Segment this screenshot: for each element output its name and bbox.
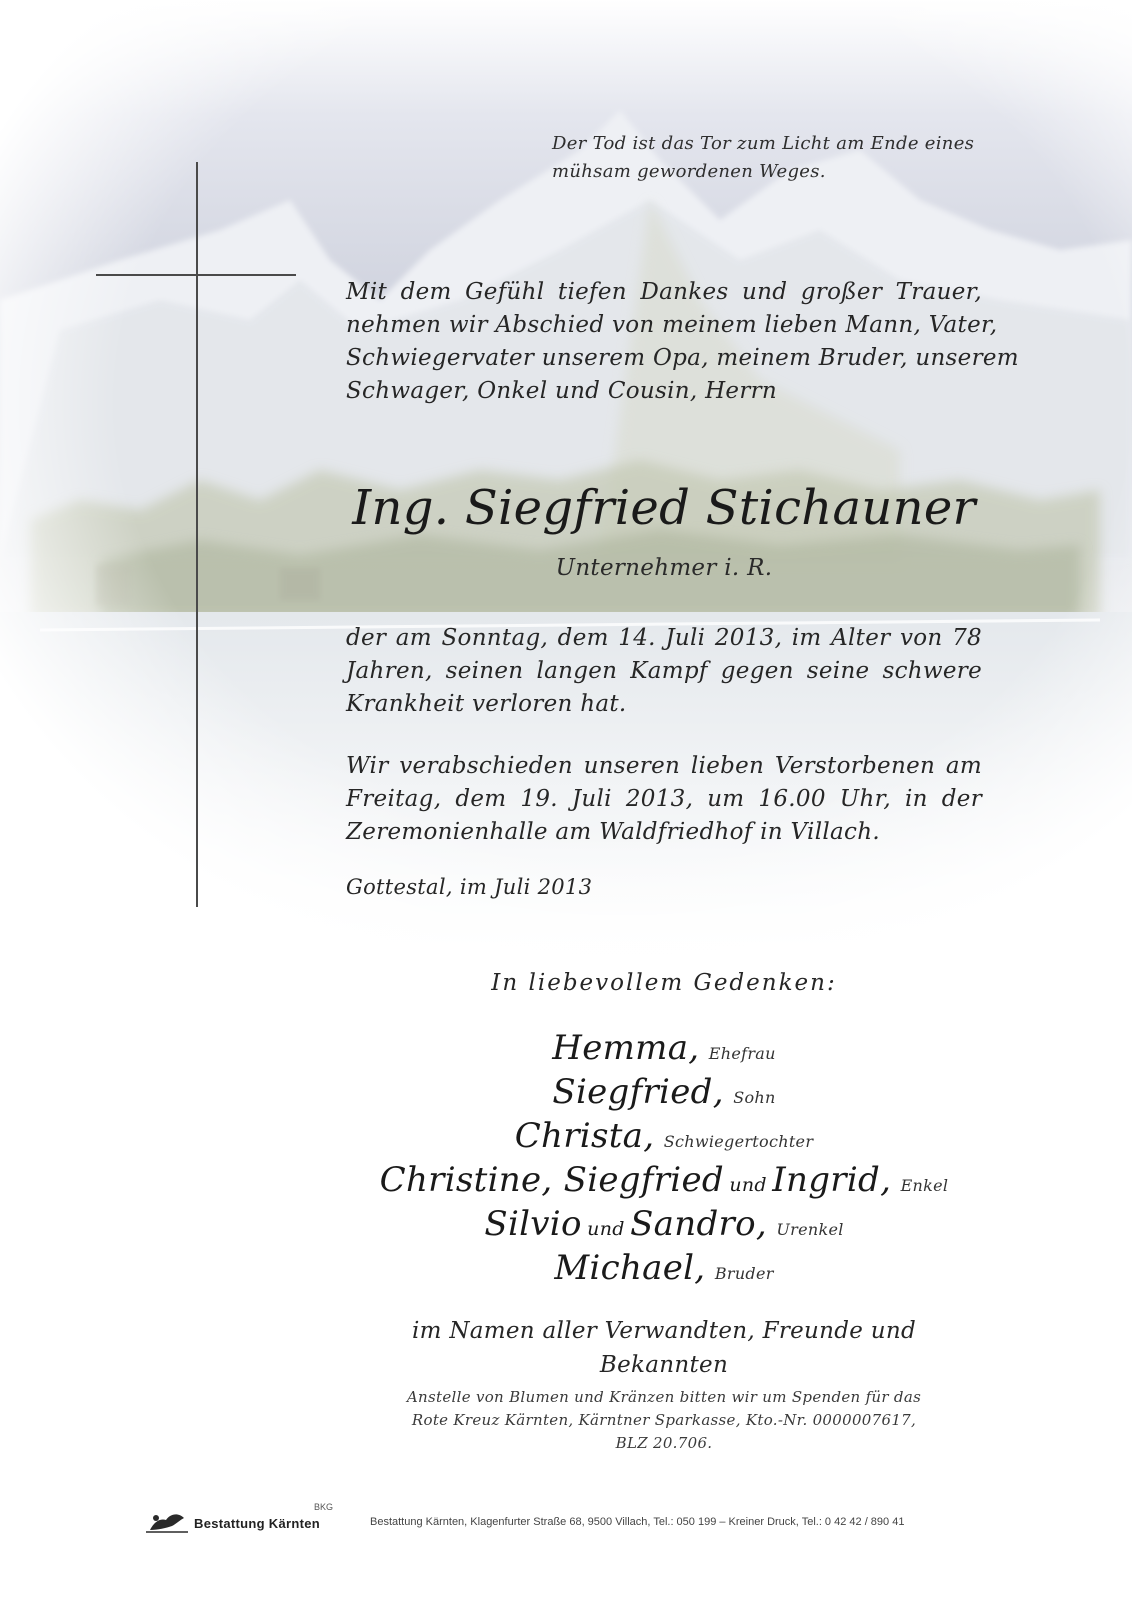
- intro-line: Schwager, Onkel und Cousin, Herrn: [346, 378, 778, 404]
- mourner-relation: Enkel: [900, 1176, 949, 1195]
- funeral-line: Wir verabschieden unseren lieben Verstorbenen am: [346, 753, 982, 779]
- death-line: Krankheit verloren hat.: [346, 691, 627, 717]
- mourner-conjunction: und: [729, 1174, 767, 1196]
- deceased-profession: Unternehmer i. R.: [555, 555, 773, 581]
- cross-horizontal-beam: [96, 274, 296, 276]
- mourner-name: Christine, Siegfried: [379, 1160, 724, 1200]
- mourner-list: [346, 1026, 982, 1290]
- donation-line: Anstelle von Blumen und Kränzen bitten wir um Spenden für das: [406, 1388, 922, 1406]
- death-line: Jahren, seinen langen Kampf gegen seine schwere: [346, 658, 982, 684]
- footer: [138, 1500, 1098, 1540]
- mourner-name: Sandro,: [630, 1204, 767, 1244]
- funeral-line: Freitag, dem 19. Juli 2013, um 16.00 Uhr, in der: [346, 786, 982, 812]
- motto-line: mühsam gewordenen Weges.: [552, 161, 826, 182]
- mourner-entry: [346, 1158, 982, 1202]
- mourner-entry: [346, 1202, 982, 1246]
- mourner-name: Christa,: [514, 1116, 655, 1156]
- mourner-name: Ingrid,: [772, 1160, 892, 1200]
- mourner-relation: Ehefrau: [708, 1044, 776, 1063]
- mourner-entry: [346, 1070, 982, 1114]
- footer-contact-info: Bestattung Kärnten, Klagenfurter Straße 68, 9500 Villach, Tel.: 050 199 – Kreiner Druck, Tel.: 0 42 42 / 890 41: [370, 1516, 905, 1528]
- funeral-notice: [346, 750, 982, 849]
- mourner-entry: [346, 1114, 982, 1158]
- mourner-conjunction: und: [587, 1218, 625, 1240]
- funeral-home-logo-icon: [144, 1506, 192, 1536]
- death-notice: [346, 622, 982, 721]
- mourner-name: Michael,: [554, 1248, 706, 1288]
- motto-line: Der Tod ist das Tor zum Licht am Ende eines: [552, 133, 975, 154]
- logo-small-text: BKG: [314, 1502, 334, 1512]
- mourner-entry: [346, 1026, 982, 1070]
- mourner-relation: Urenkel: [776, 1220, 844, 1239]
- donation-line: Rote Kreuz Kärnten, Kärntner Sparkasse, Kto.-Nr. 0000007617,: [411, 1411, 917, 1429]
- mourner-name: Siegfried,: [552, 1072, 724, 1112]
- intro-line: Schwiegervater unserem Opa, meinem Bruder, unserem: [346, 345, 1019, 371]
- mourner-entry: [346, 1246, 982, 1290]
- mourner-relation: Bruder: [714, 1264, 774, 1283]
- intro-paragraph: [346, 276, 1019, 408]
- place-date: Gottestal, im Juli 2013: [346, 875, 593, 899]
- death-line: der am Sonntag, dem 14. Juli 2013, im Alter von 78: [346, 625, 982, 651]
- mourning-heading: In liebevollem Gedenken:: [491, 970, 837, 996]
- mourner-name: Hemma,: [552, 1028, 700, 1068]
- logo-text: Bestattung Kärnten: [194, 1516, 321, 1531]
- mourner-relation: Sohn: [733, 1088, 776, 1107]
- closing-line: im Namen aller Verwandten, Freunde und Bekannten: [411, 1318, 917, 1378]
- funeral-line: Zeremonienhalle am Waldfriedhof in Villach.: [346, 819, 880, 845]
- mourner-name: Silvio: [484, 1204, 582, 1244]
- intro-line: nehmen wir Abschied von meinem lieben Mann, Vater,: [346, 312, 998, 338]
- donation-line: BLZ 20.706.: [615, 1434, 713, 1452]
- mourner-relation: Schwiegertochter: [663, 1132, 814, 1151]
- intro-line: Mit dem Gefühl tiefen Dankes und großer Trauer,: [346, 279, 982, 305]
- motto: [552, 130, 992, 186]
- donation-note: [346, 1386, 982, 1455]
- deceased-name: Ing. Siegfried Stichauner: [352, 480, 976, 536]
